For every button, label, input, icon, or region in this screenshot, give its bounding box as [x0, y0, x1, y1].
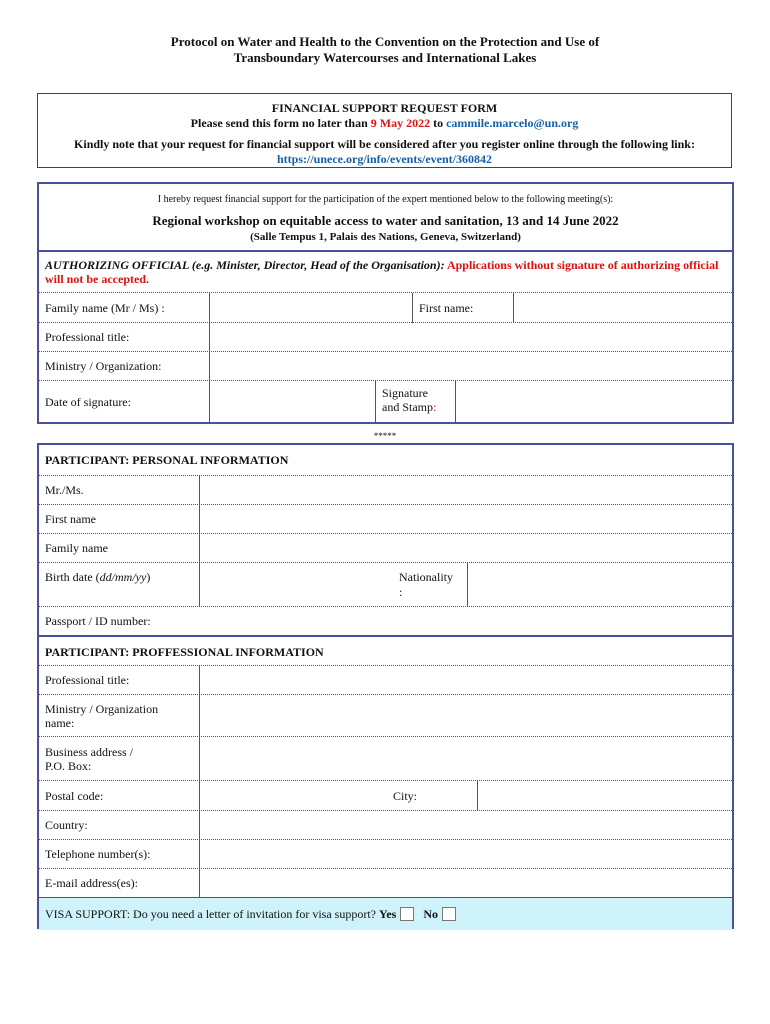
mr-ms-label: Mr./Ms. [45, 483, 84, 497]
date-of-signature-input[interactable] [209, 381, 375, 423]
registration-link[interactable]: https://unece.org/info/events/event/360842 [277, 152, 492, 166]
form-title: FINANCIAL SUPPORT REQUEST FORM [271, 101, 498, 115]
auth-ministry-input[interactable] [209, 352, 732, 381]
signature-stamp-area[interactable] [455, 381, 732, 423]
participant-first-name-input[interactable] [199, 505, 732, 534]
meeting-venue: (Salle Tempus 1, Palais des Nations, Geneva, Switzerland) [250, 231, 521, 243]
separator: ***** [373, 431, 397, 441]
city-label: City: [393, 788, 418, 803]
request-info-box [37, 93, 732, 168]
postal-code-input[interactable] [199, 781, 379, 811]
registration-note: Kindly note that your request for financial support will be considered after you register online through the following link: [74, 137, 695, 151]
birth-date-label: Birth date (dd/mm/yy) [45, 570, 151, 584]
birth-date-input[interactable] [199, 563, 391, 607]
auth-family-name-input[interactable] [209, 293, 412, 323]
family-name-row [39, 533, 732, 563]
country-input[interactable] [199, 811, 732, 840]
first-name-label: First name: [412, 293, 513, 323]
ministry-label: Ministry / Organization: [45, 359, 162, 373]
nationality-label: Nationality : [399, 570, 453, 599]
professional-title-label: Professional title: [45, 330, 130, 344]
deadline: 9 May 2022 [370, 116, 431, 130]
family-name-label: Family name (Mr / Ms) : [45, 300, 165, 315]
telephone-row [39, 839, 732, 869]
authorizing-heading: AUTHORIZING OFFICIAL (e.g. Minister, Director, Head of the Organisation): Applications without signature of authorizing official will not be accepted. [45, 258, 719, 286]
signature-label: Signature and Stamp: [375, 381, 455, 423]
meeting-intro: I hereby request financial support for the participation of the expert mentioned below to the following meeting(s): [157, 194, 614, 205]
visa-yes-checkbox[interactable] [400, 907, 414, 921]
auth-title-row [39, 322, 732, 352]
contact-email-link[interactable]: cammile.marcelo@un.org [446, 116, 579, 130]
meeting-info [39, 184, 732, 252]
participant-family-name-input[interactable] [199, 534, 732, 563]
address-row [39, 736, 732, 781]
visa-yes-label: Yes [378, 906, 397, 921]
visa-no-label: No [423, 906, 438, 921]
authorizing-section [37, 182, 734, 424]
professional-heading-row [39, 635, 732, 667]
participant-title-label: Professional title: [45, 673, 130, 687]
mr-ms-row [39, 475, 732, 505]
postal-code-label: Postal code: [45, 788, 104, 803]
nationality-input[interactable] [467, 563, 732, 607]
passport-label: Passport / ID number: [45, 614, 151, 628]
participant-title-input[interactable] [199, 666, 732, 695]
personal-heading-row [39, 445, 732, 475]
participant-family-name-label: Family name [45, 541, 108, 555]
participant-ministry-input[interactable] [199, 695, 732, 737]
title-line-2: Transboundary Watercourses and International Lakes [233, 50, 537, 65]
business-address-input[interactable] [199, 737, 732, 781]
auth-signature-row [39, 380, 732, 423]
first-name-row [39, 504, 732, 534]
meeting-name: Regional workshop on equitable access to water and sanitation, 13 and 14 June 2022 [152, 213, 619, 228]
city-input[interactable] [477, 781, 732, 811]
title-line-1: Protocol on Water and Health to the Convention on the Protection and Use of [170, 34, 600, 49]
visa-no-checkbox[interactable] [442, 907, 456, 921]
email-label: E-mail address(es): [45, 876, 138, 890]
postal-city-row [39, 780, 732, 811]
country-label: Country: [45, 818, 88, 832]
passport-row [39, 606, 732, 636]
auth-title-input[interactable] [209, 323, 732, 352]
visa-question: VISA SUPPORT: Do you need a letter of invitation for visa support? Yes No [39, 898, 732, 930]
email-input[interactable] [199, 869, 732, 898]
business-address-label: Business address / P.O. Box: [45, 745, 133, 773]
auth-ministry-row [39, 351, 732, 381]
participant-first-name-label: First name [45, 512, 96, 526]
telephone-input[interactable] [199, 840, 732, 869]
telephone-label: Telephone number(s): [45, 847, 151, 861]
professional-info-heading: PARTICIPANT: PROFFESSIONAL INFORMATION [45, 644, 324, 659]
mr-ms-input[interactable] [199, 476, 732, 505]
auth-name-row [39, 292, 732, 323]
email-row [39, 868, 732, 898]
auth-first-name-input[interactable] [513, 293, 732, 323]
send-instructions: Please send this form no later than 9 May 2022 to cammile.marcelo@un.org [190, 116, 579, 130]
personal-info-heading: PARTICIPANT: PERSONAL INFORMATION [45, 452, 289, 467]
authorizing-warning: Applications without signature of authorizing official will not be accepted. [45, 258, 719, 286]
participant-section [37, 443, 734, 929]
date-of-signature-label: Date of signature: [45, 394, 131, 409]
participant-ministry-label: Ministry / Organization name: [45, 702, 159, 730]
passport-input[interactable] [199, 607, 732, 636]
document-title [0, 34, 770, 66]
country-row [39, 810, 732, 840]
prof-title-row [39, 665, 732, 695]
prof-ministry-row [39, 694, 732, 737]
visa-row [39, 897, 732, 930]
birth-nationality-row [39, 562, 732, 607]
